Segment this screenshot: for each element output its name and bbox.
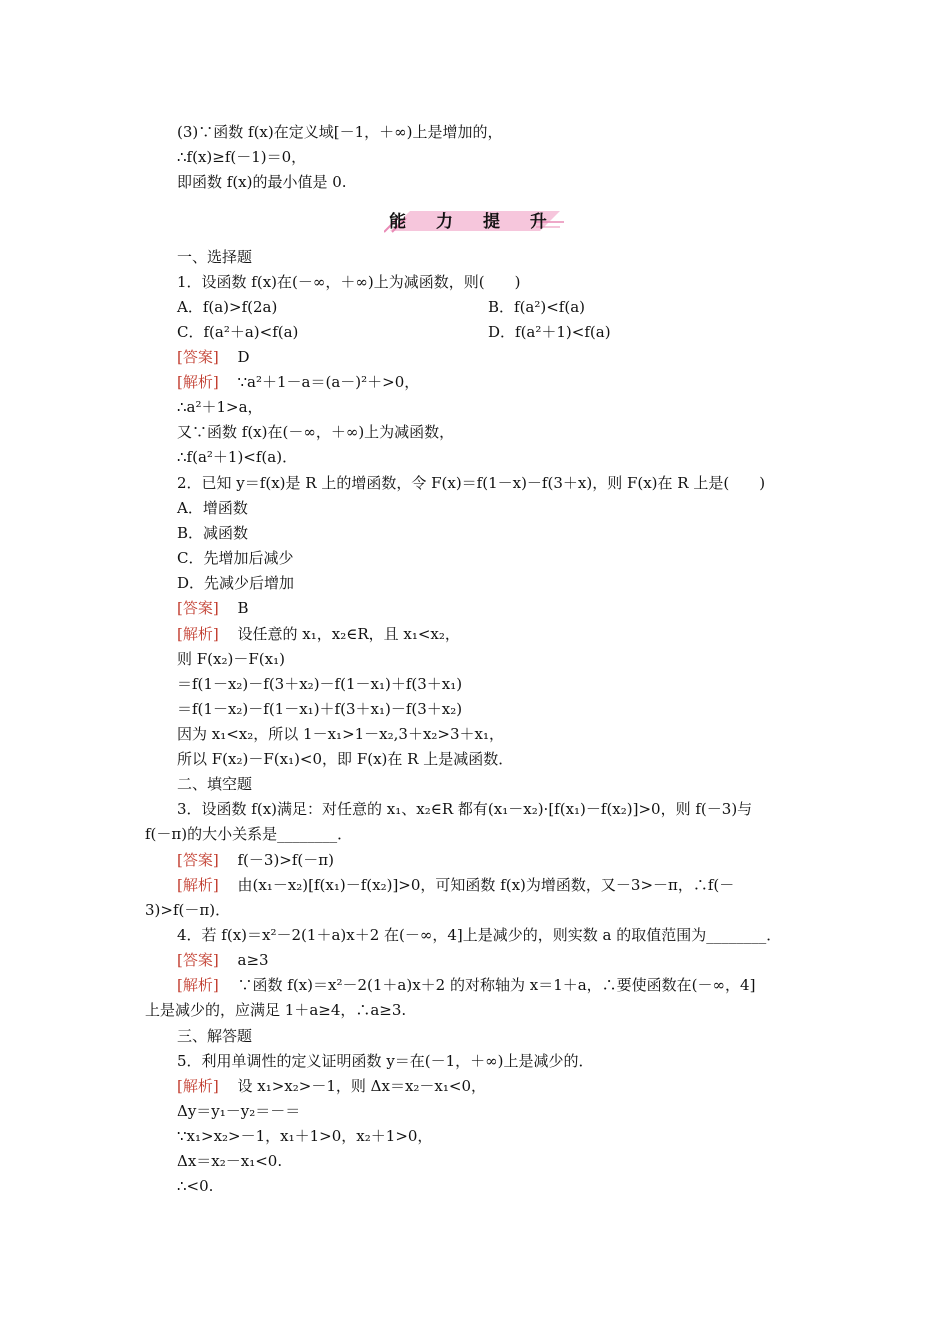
analysis-line (177, 372, 419, 392)
text-line: (3)∵函数 f(x)在定义域[－1，＋∞)上是增加的， (177, 123, 503, 141)
section-banner (384, 205, 564, 235)
part-title: 二、填空题 (177, 775, 253, 793)
answer-line (177, 598, 249, 618)
analysis-text: ∴<0. (177, 1177, 214, 1195)
analysis-text: 又∵函数 f(x)在(－∞，＋∞)上为减函数， (177, 423, 455, 441)
question-stem: 5．利用单调性的定义证明函数 y＝在(－1，＋∞)上是减少的． (177, 1052, 594, 1070)
text-line: ∴f(x)≥f(－1)＝0， (177, 148, 307, 166)
analysis-text: ∴a²＋1>a， (177, 398, 263, 416)
analysis-text: 设 x₁>x₂>－1，则 Δx＝x₂－x₁<0， (237, 1077, 487, 1095)
answer-tag: [答案] (177, 348, 219, 366)
analysis-text: 3)>f(－π)． (145, 901, 231, 919)
analysis-line (177, 975, 755, 995)
analysis-text: 上是减少的，应满足 1＋a≥4，∴a≥3. (145, 1001, 407, 1019)
answer-line (177, 347, 250, 367)
analysis-text: ∵x₁>x₂>－1，x₁＋1>0，x₂＋1>0， (177, 1127, 433, 1145)
answer-value: D (237, 348, 250, 366)
analysis-text: ＝f(1－x₂)－f(3＋x₂)－f(1－x₁)＋f(3＋x₁) (177, 675, 463, 693)
analysis-text: 设任意的 x₁，x₂∈R，且 x₁<x₂， (237, 625, 460, 643)
analysis-tag: [解析] (177, 1077, 219, 1095)
question-stem: 4．若 f(x)＝x²－2(1＋a)x＋2 在(－∞，4]上是减少的，则实数 a 的取值范围为________． (177, 926, 782, 944)
analysis-text: Δy＝y₁－y₂＝－＝ (177, 1102, 301, 1120)
analysis-text: 则 F(x₂)－F(x₁) (177, 650, 285, 668)
analysis-tag: [解析] (177, 876, 219, 894)
analysis-text: 因为 x₁<x₂，所以 1－x₁>1－x₂,3＋x₂>3＋x₁， (177, 725, 505, 743)
answer-line (177, 950, 269, 970)
analysis-text: 由(x₁－x₂)[f(x₁)－f(x₂)]>0，可知函数 f(x)为增函数，又－3>－π，∴f(－ (237, 876, 735, 894)
analysis-line (177, 624, 460, 644)
option-b: B．f(a²)<f(a) (488, 298, 586, 316)
answer-tag: [答案] (177, 599, 219, 617)
answer-line (177, 850, 334, 870)
analysis-tag: [解析] (177, 976, 219, 994)
analysis-tag: [解析] (177, 373, 219, 391)
analysis-text: Δx＝x₂－x₁<0. (177, 1152, 283, 1170)
answer-tag: [答案] (177, 851, 219, 869)
part-title: 一、选择题 (177, 248, 253, 266)
part-title: 三、解答题 (177, 1027, 253, 1045)
analysis-line (177, 1076, 486, 1096)
analysis-line (177, 875, 734, 895)
answer-value: B (237, 599, 249, 617)
answer-tag: [答案] (177, 951, 219, 969)
analysis-text: ∵函数 f(x)＝x²－2(1＋a)x＋2 的对称轴为 x＝1＋a，∴要使函数在(－∞，4] (237, 976, 756, 994)
answer-value: f(－3)>f(－π) (237, 851, 334, 869)
question-stem: f(－π)的大小关系是________． (145, 825, 353, 843)
answer-value: a≥3 (237, 951, 269, 969)
analysis-text: 所以 F(x₂)－F(x₁)<0，即 F(x)在 R 上是减函数． (177, 750, 514, 768)
text-line: 即函数 f(x)的最小值是 0. (177, 173, 347, 191)
analysis-tag: [解析] (177, 625, 219, 643)
question-stem: 2．已知 y＝f(x)是 R 上的增函数，令 F(x)＝f(1－x)－f(3＋x)，则 F(x)在 R 上是( ) (177, 474, 766, 492)
analysis-text: ∵a²＋1－a＝(a－)²＋>0， (237, 373, 420, 391)
option-c: C．先增加后减少 (177, 549, 294, 567)
analysis-text: ∴f(a²＋1)<f(a)． (177, 448, 298, 466)
section-banner-title: 能 力 提 升 (389, 212, 559, 232)
option-d: D．先减少后增加 (177, 574, 295, 592)
question-stem: 3．设函数 f(x)满足：对任意的 x₁、x₂∈R 都有(x₁－x₂)·[f(x₁)－f(x₂)]>0，则 f(－3)与 (177, 800, 753, 818)
option-d: D．f(a²＋1)<f(a) (488, 323, 611, 341)
analysis-text: ＝f(1－x₂)－f(1－x₁)＋f(3＋x₁)－f(3＋x₂) (177, 700, 463, 718)
option-a: A．f(a)>f(2a) (177, 298, 278, 316)
option-c: C．f(a²＋a)<f(a) (177, 323, 299, 341)
option-a: A．增函数 (177, 499, 248, 517)
option-b: B．减函数 (177, 524, 249, 542)
question-stem: 1．设函数 f(x)在(－∞，＋∞)上为减函数，则( ) (177, 273, 521, 291)
